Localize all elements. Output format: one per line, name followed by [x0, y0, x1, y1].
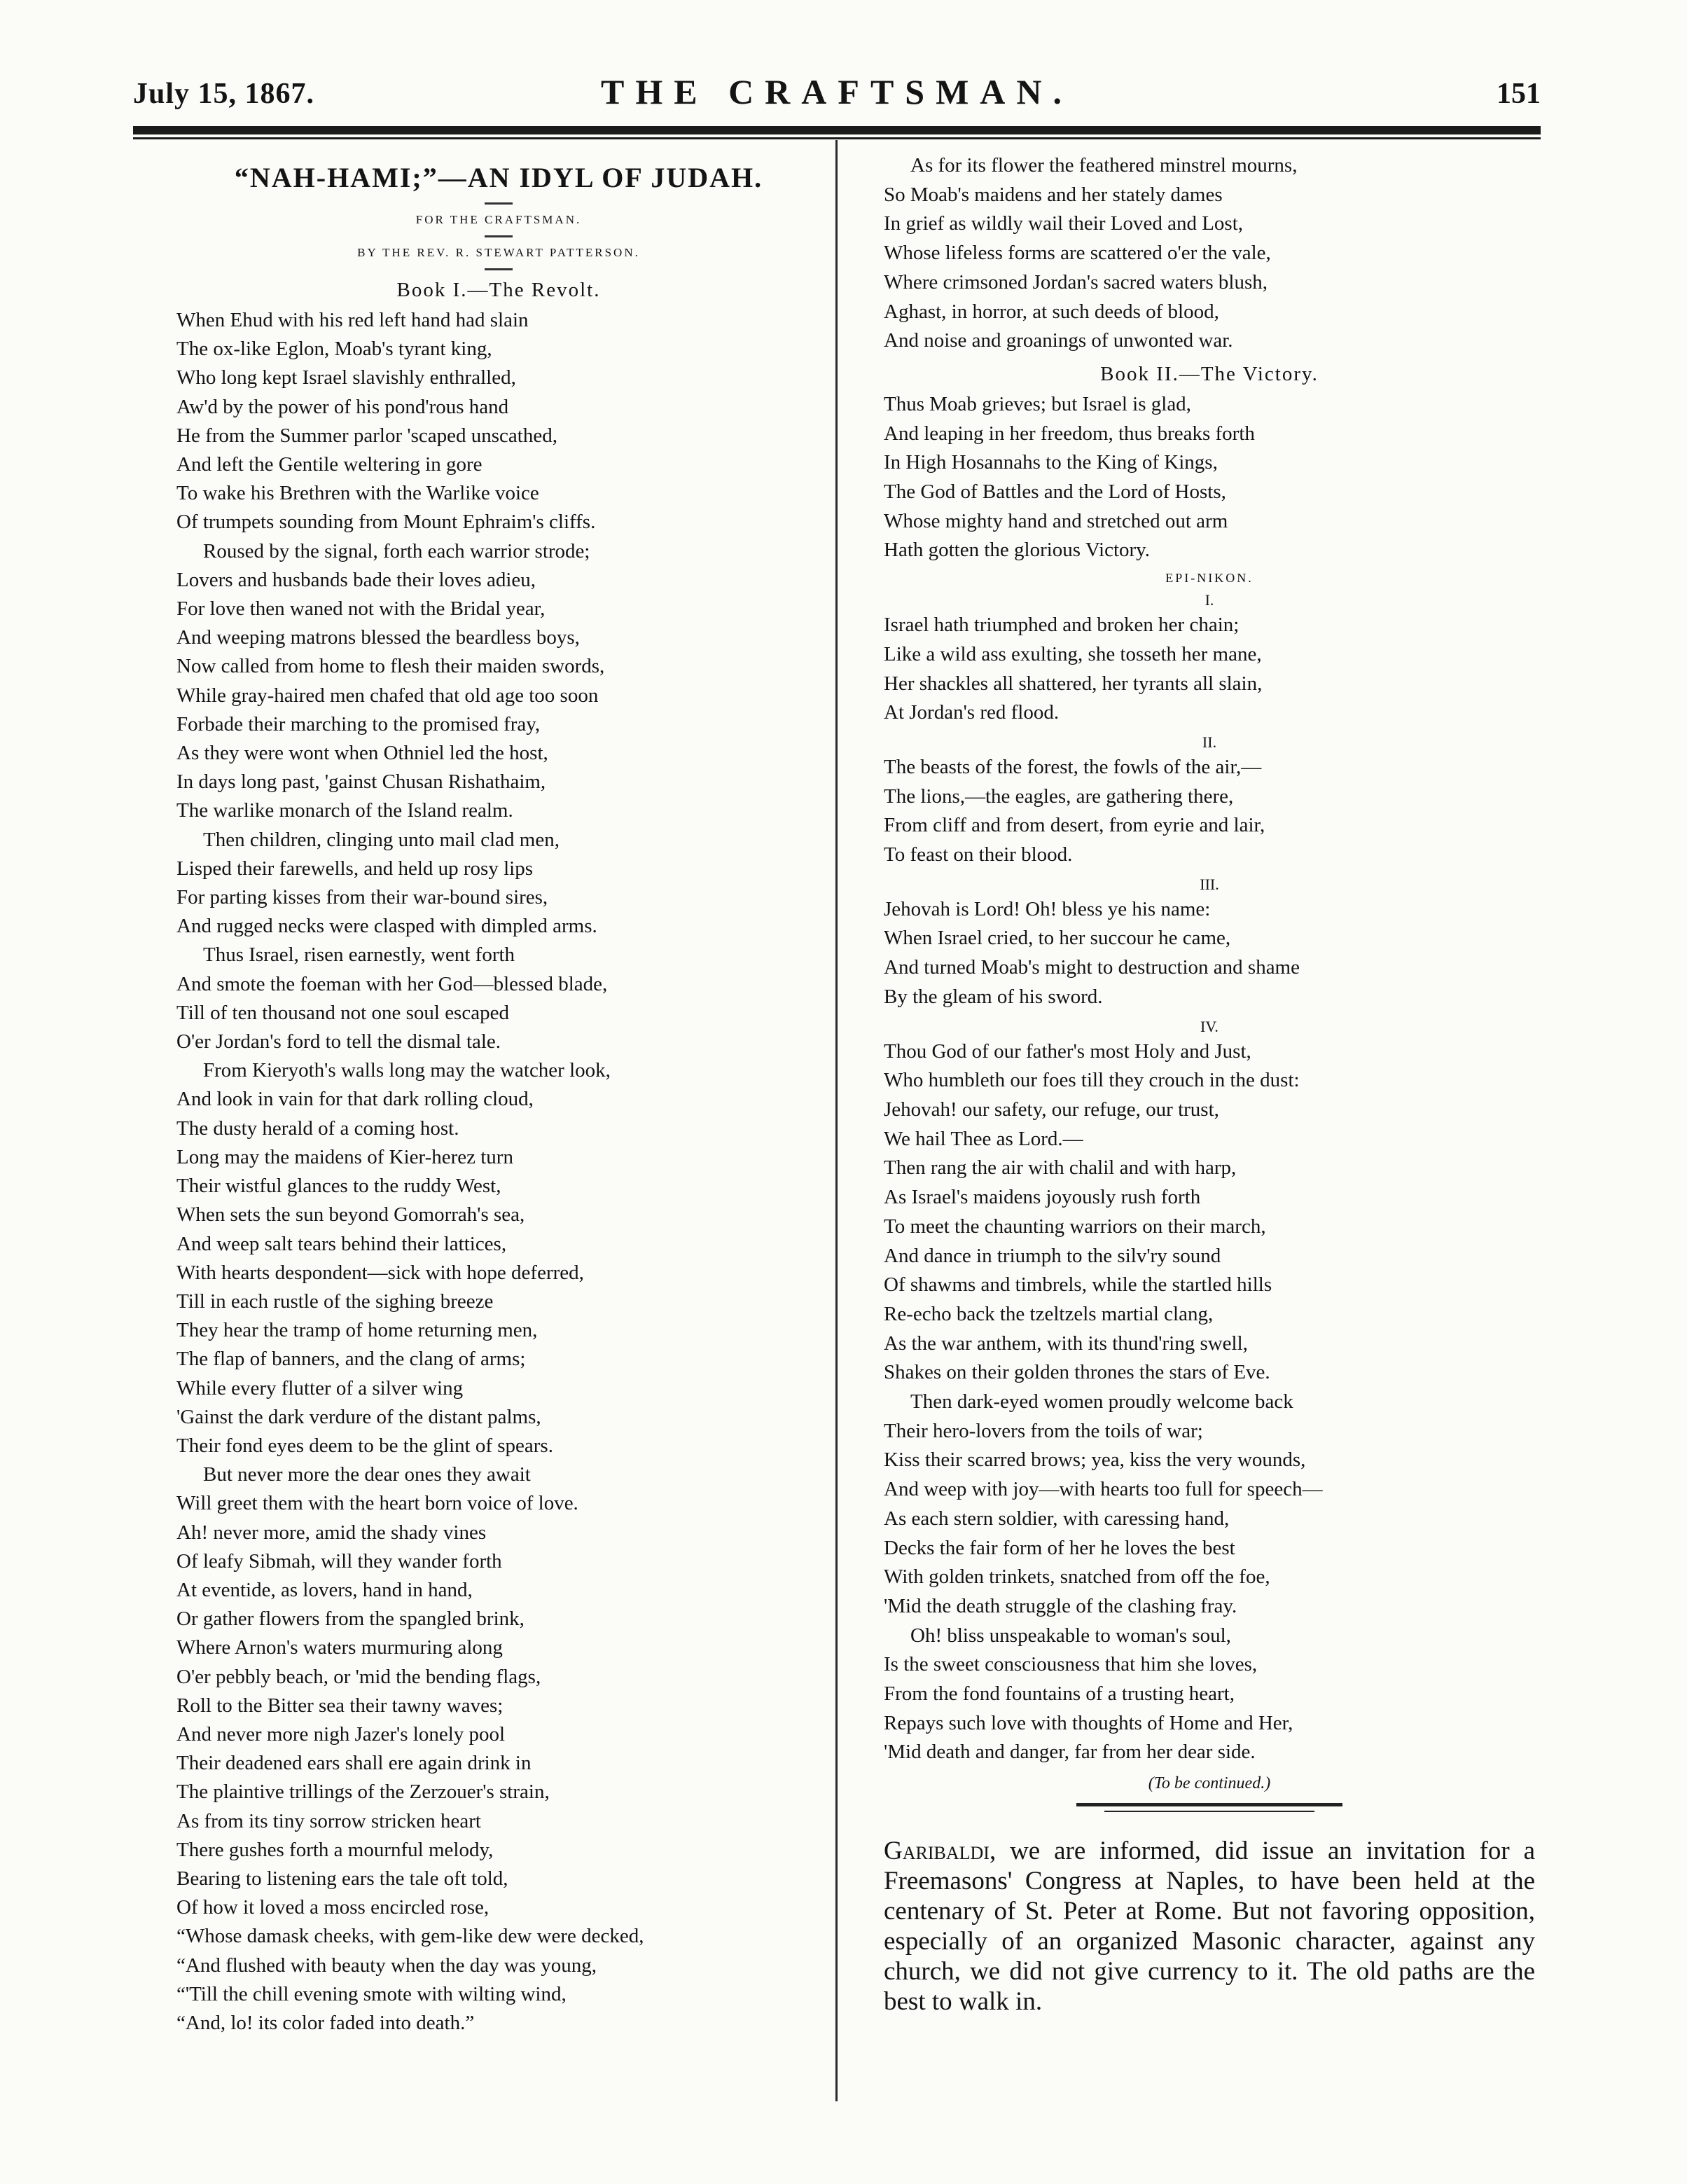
verse-line: “'Till the chill evening smote with wilting wind, — [176, 1982, 567, 2005]
stanza-number: I. — [1204, 591, 1214, 609]
verse-line: And rugged necks were clasped with dimpled arms. — [176, 915, 597, 938]
book1-verse — [176, 306, 821, 2038]
book2-verse — [884, 390, 1535, 565]
verse-line: With golden trinkets, snatched from off the foe, — [884, 1566, 1270, 1589]
verse-line: “And flushed with beauty when the day was young, — [176, 1954, 597, 1977]
stanza-number: IV. — [1200, 1017, 1219, 1035]
title-dash — [485, 202, 513, 205]
verse-line: “Whose damask cheeks, with gem-like dew were decked, — [176, 1925, 644, 1948]
verse-line: Their wistful glances to the ruddy West, — [176, 1175, 501, 1198]
verse-line: Till in each rustle of the sighing breeze — [176, 1290, 494, 1313]
verse-line: 'Mid the death struggle of the clashing fray. — [884, 1594, 1237, 1617]
verse-line: Where Arnon's waters murmuring along — [176, 1636, 503, 1659]
book1-heading: Book I.—The Revolt. — [396, 279, 601, 301]
verse-line: He from the Summer parlor 'scaped unscathed, — [176, 424, 557, 447]
verse-line: And turned Moab's might to destruction and shame — [884, 956, 1300, 979]
poem-title: “NAH-HAMI;”—AN IDYL OF JUDAH. — [234, 162, 763, 193]
verse-line: And never more nigh Jazer's lonely pool — [176, 1722, 506, 1746]
verse-line: O'er Jordan's ford to tell the dismal tale. — [176, 1030, 501, 1053]
verse-line: As the war anthem, with its thund'ring swell, — [884, 1332, 1248, 1355]
verse-line: Then children, clinging unto mail clad men, — [203, 828, 560, 851]
verse-line: Of leafy Sibmah, will they wander forth — [176, 1549, 502, 1573]
verse-line: Decks the fair form of her he loves the best — [884, 1536, 1235, 1559]
verse-line: Of trumpets sounding from Mount Ephraim's cliffs. — [176, 511, 596, 534]
verse-line: Long may the maidens of Kier-herez turn — [176, 1145, 513, 1168]
verse-line: Thus Israel, risen earnestly, went forth — [203, 944, 515, 967]
verse-line: Their fond eyes deem to be the glint of spears. — [176, 1434, 553, 1457]
verse-line: From Kieryoth's walls long may the watcher look, — [203, 1059, 611, 1082]
verse-line: Forbade their marching to the promised fray, — [176, 712, 541, 735]
verse-line: Aghast, in horror, at such deeds of blood, — [884, 300, 1219, 323]
verse-line: Re-echo back the tzeltzels martial clang, — [884, 1302, 1214, 1325]
garibaldi-note — [884, 1836, 1535, 2017]
verse-line: To meet the chaunting warriors on their march, — [884, 1215, 1266, 1238]
verse-line: When Israel cried, to her succour he came, — [884, 927, 1231, 950]
header-rule-thick — [133, 126, 1541, 134]
verse-line: The warlike monarch of the Island realm. — [176, 799, 513, 822]
publication-title: THE CRAFTSMAN. — [600, 72, 1074, 111]
verse-line: And weep with joy—with hearts too full for speech— — [884, 1478, 1323, 1501]
verse-line: Like a wild ass exulting, she tosseth her mane, — [884, 642, 1262, 665]
verse-line: Whose mighty hand and stretched out arm — [884, 509, 1228, 532]
verse-line: And look in vain for that dark rolling cloud, — [176, 1088, 534, 1111]
verse-line: Oh! bliss unspeakable to woman's soul, — [910, 1624, 1231, 1647]
verse-line: In High Hosannahs to the King of Kings, — [884, 451, 1218, 474]
verse-line: Till of ten thousand not one soul escaped — [176, 1001, 509, 1024]
verse-line: Lisped their farewells, and held up rosy lips — [176, 857, 533, 880]
verse-line: 'Mid death and danger, far from her dear side. — [884, 1741, 1256, 1764]
section-rule-thick — [1076, 1803, 1342, 1806]
verse-line: Her shackles all shattered, her tyrants all slain, — [884, 672, 1263, 695]
book1-dash — [485, 268, 513, 270]
verse-line: The dusty herald of a coming host. — [176, 1117, 459, 1140]
verse-line: The beasts of the forest, the fowls of the air,— — [884, 755, 1262, 778]
verse-line: And leaping in her freedom, thus breaks forth — [884, 422, 1255, 445]
page-number: 151 — [1497, 78, 1541, 110]
verse-line: For love then waned not with the Bridal year, — [176, 597, 546, 621]
verse-line: Israel hath triumphed and broken her chain; — [884, 614, 1240, 637]
verse-line: Now called from home to flesh their maiden swords, — [176, 655, 605, 678]
verse-line: Is the sweet consciousness that him she loves, — [884, 1653, 1258, 1676]
verse-line: For parting kisses from their war-bound sires, — [176, 886, 548, 909]
verse-line: Then rang the air with chalil and with harp, — [884, 1156, 1237, 1180]
verse-line: So Moab's maidens and her stately dames — [884, 183, 1223, 206]
section-rule-thin — [1104, 1811, 1314, 1812]
verse-line: And weep salt tears behind their lattices, — [176, 1232, 507, 1255]
verse-line: And dance in triumph to the silv'ry sound — [884, 1244, 1221, 1267]
verse-line: By the gleam of his sword. — [884, 985, 1103, 1008]
verse-line: Whose lifeless forms are scattered o'er the vale, — [884, 242, 1271, 265]
verse-line: There gushes forth a mournful melody, — [176, 1838, 494, 1861]
book2-heading: Book II.—The Victory. — [1100, 362, 1319, 385]
verse-line: In grief as wildly wail their Loved and Lost, — [884, 212, 1244, 235]
verse-line: Roll to the Bitter sea their tawny waves; — [176, 1694, 504, 1717]
book1-verse-continued — [884, 151, 1535, 356]
verse-line: The God of Battles and the Lord of Hosts, — [884, 481, 1226, 504]
verse-line: To wake his Brethren with the Warlike voice — [176, 482, 539, 505]
verse-line: The plaintive trillings of the Zerzouer's strain, — [176, 1781, 550, 1804]
right-column — [884, 140, 1535, 2017]
epinikon-stanzas — [884, 591, 1535, 1154]
verse-line: From cliff and from desert, from eyrie and lair, — [884, 814, 1265, 837]
byline: BY THE REV. R. STEWART PATTERSON. — [357, 246, 640, 259]
verse-line: Kiss their scarred brows; yea, kiss the very wounds, — [884, 1449, 1306, 1472]
verse-line: We hail Thee as Lord.— — [884, 1127, 1083, 1150]
verse-line: Of how it loved a moss encircled rose, — [176, 1896, 490, 1919]
verse-line: Jehovah is Lord! Oh! bless ye his name: — [884, 897, 1211, 920]
verse-line: The lions,—the eagles, are gathering there, — [884, 785, 1234, 808]
verse-line: Who long kept Israel slavishly enthralled, — [176, 366, 516, 389]
verse-line: Thou God of our father's most Holy and Just, — [884, 1039, 1251, 1063]
verse-line: When Ehud with his red left hand had slain — [176, 309, 529, 331]
verse-line: As for its flower the feathered minstrel mourns, — [910, 154, 1298, 177]
verse-line: Their deadened ears shall ere again drink in — [176, 1752, 532, 1775]
verse-line: At Jordan's red flood. — [884, 701, 1060, 724]
verse-line: Shakes on their golden thrones the stars of Eve. — [884, 1361, 1270, 1384]
verse-line: But never more the dear ones they await — [203, 1463, 531, 1486]
verse-line: As they were wont when Othniel led the host, — [176, 742, 548, 765]
verse-line: In days long past, 'gainst Chusan Rishathaim, — [176, 770, 546, 794]
verse-line: As from its tiny sorrow stricken heart — [176, 1809, 481, 1832]
epinikon-heading: EPI-NIKON. — [1165, 571, 1254, 586]
verse-line: Ah! never more, amid the shady vines — [176, 1521, 487, 1544]
verse-line: Or gather flowers from the spangled brink, — [176, 1608, 525, 1631]
verse-line: From the fond fountains of a trusting heart, — [884, 1682, 1235, 1706]
verse-line: And weeping matrons blessed the beardless boys, — [176, 626, 580, 649]
column-divider — [835, 140, 838, 2101]
verse-line: With hearts despondent—sick with hope deferred, — [176, 1261, 584, 1284]
byline-dash — [485, 235, 513, 237]
verse-line: Bearing to listening ears the tale oft told, — [176, 1867, 508, 1890]
issue-date: July 15, 1867. — [133, 78, 315, 110]
verse-line: Thus Moab grieves; but Israel is glad, — [884, 392, 1191, 415]
verse-line: The ox-like Eglon, Moab's tyrant king, — [176, 338, 492, 361]
verse-line: Roused by the signal, forth each warrior strode; — [203, 539, 590, 562]
header-rule-thin — [133, 137, 1541, 139]
verse-line: Jehovah! our safety, our refuge, our trust, — [884, 1098, 1219, 1121]
stanza-number: II. — [1202, 733, 1217, 751]
verse-line: While gray-haired men chafed that old age too soon — [176, 684, 599, 707]
verse-line: At eventide, as lovers, hand in hand, — [176, 1578, 473, 1601]
for-line: FOR THE CRAFTSMAN. — [415, 213, 582, 226]
continued-note: (To be continued.) — [1148, 1774, 1271, 1793]
verse-line: O'er pebbly beach, or 'mid the bending flags, — [176, 1665, 541, 1688]
stanza-number: III. — [1200, 875, 1219, 893]
note-lead: Garibaldi — [884, 1837, 990, 1866]
verse-line: They hear the tramp of home returning men, — [176, 1319, 538, 1342]
verse-line: As each stern soldier, with caressing hand, — [884, 1507, 1230, 1530]
verse-line: “And, lo! its color faded into death.” — [176, 2011, 475, 2034]
verse-line: 'Gainst the dark verdure of the distant palms, — [176, 1405, 541, 1428]
verse-line: Lovers and husbands bade their loves adieu, — [176, 568, 536, 591]
verse-line: Will greet them with the heart born voice of love. — [176, 1492, 578, 1515]
verse-line: When sets the sun beyond Gomorrah's sea, — [176, 1203, 525, 1226]
verse-line: Of shawms and timbrels, while the startled hills — [884, 1273, 1272, 1297]
note-text: , we are informed, did issue an invitation for a Freemasons' Congress at Naples, to have been held at the centenary of St. Peter at Rome. But not favoring opposition, especially of an organized Masonic character, against any church, we did not give currency to it. The old paths are the best to walk in. — [884, 1837, 1535, 2017]
verse-line: Then dark-eyed women proudly welcome back — [910, 1390, 1293, 1414]
verse-line: Hath gotten the glorious Victory. — [884, 539, 1151, 562]
verse-line: As Israel's maidens joyously rush forth — [884, 1186, 1201, 1209]
verse-line: And left the Gentile weltering in gore — [176, 453, 483, 476]
page-header — [133, 64, 1541, 120]
verse-line: The flap of banners, and the clang of arms; — [176, 1348, 526, 1371]
verse-line: Where crimsoned Jordan's sacred waters blush, — [884, 270, 1268, 293]
left-column — [176, 140, 821, 2038]
closing-verse — [884, 1154, 1535, 1767]
verse-line: And noise and groanings of unwonted war. — [884, 329, 1233, 352]
verse-line: To feast on their blood. — [884, 843, 1073, 866]
verse-line: Aw'd by the power of his pond'rous hand — [176, 395, 509, 418]
verse-line: While every flutter of a silver wing — [176, 1376, 464, 1399]
verse-line: And smote the foeman with her God—blessed blade, — [176, 972, 608, 995]
verse-line: Their hero-lovers from the toils of war; — [884, 1419, 1203, 1442]
verse-line: Who humbleth our foes till they crouch in the dust: — [884, 1069, 1300, 1092]
verse-line: Repays such love with thoughts of Home and Her, — [884, 1711, 1293, 1734]
